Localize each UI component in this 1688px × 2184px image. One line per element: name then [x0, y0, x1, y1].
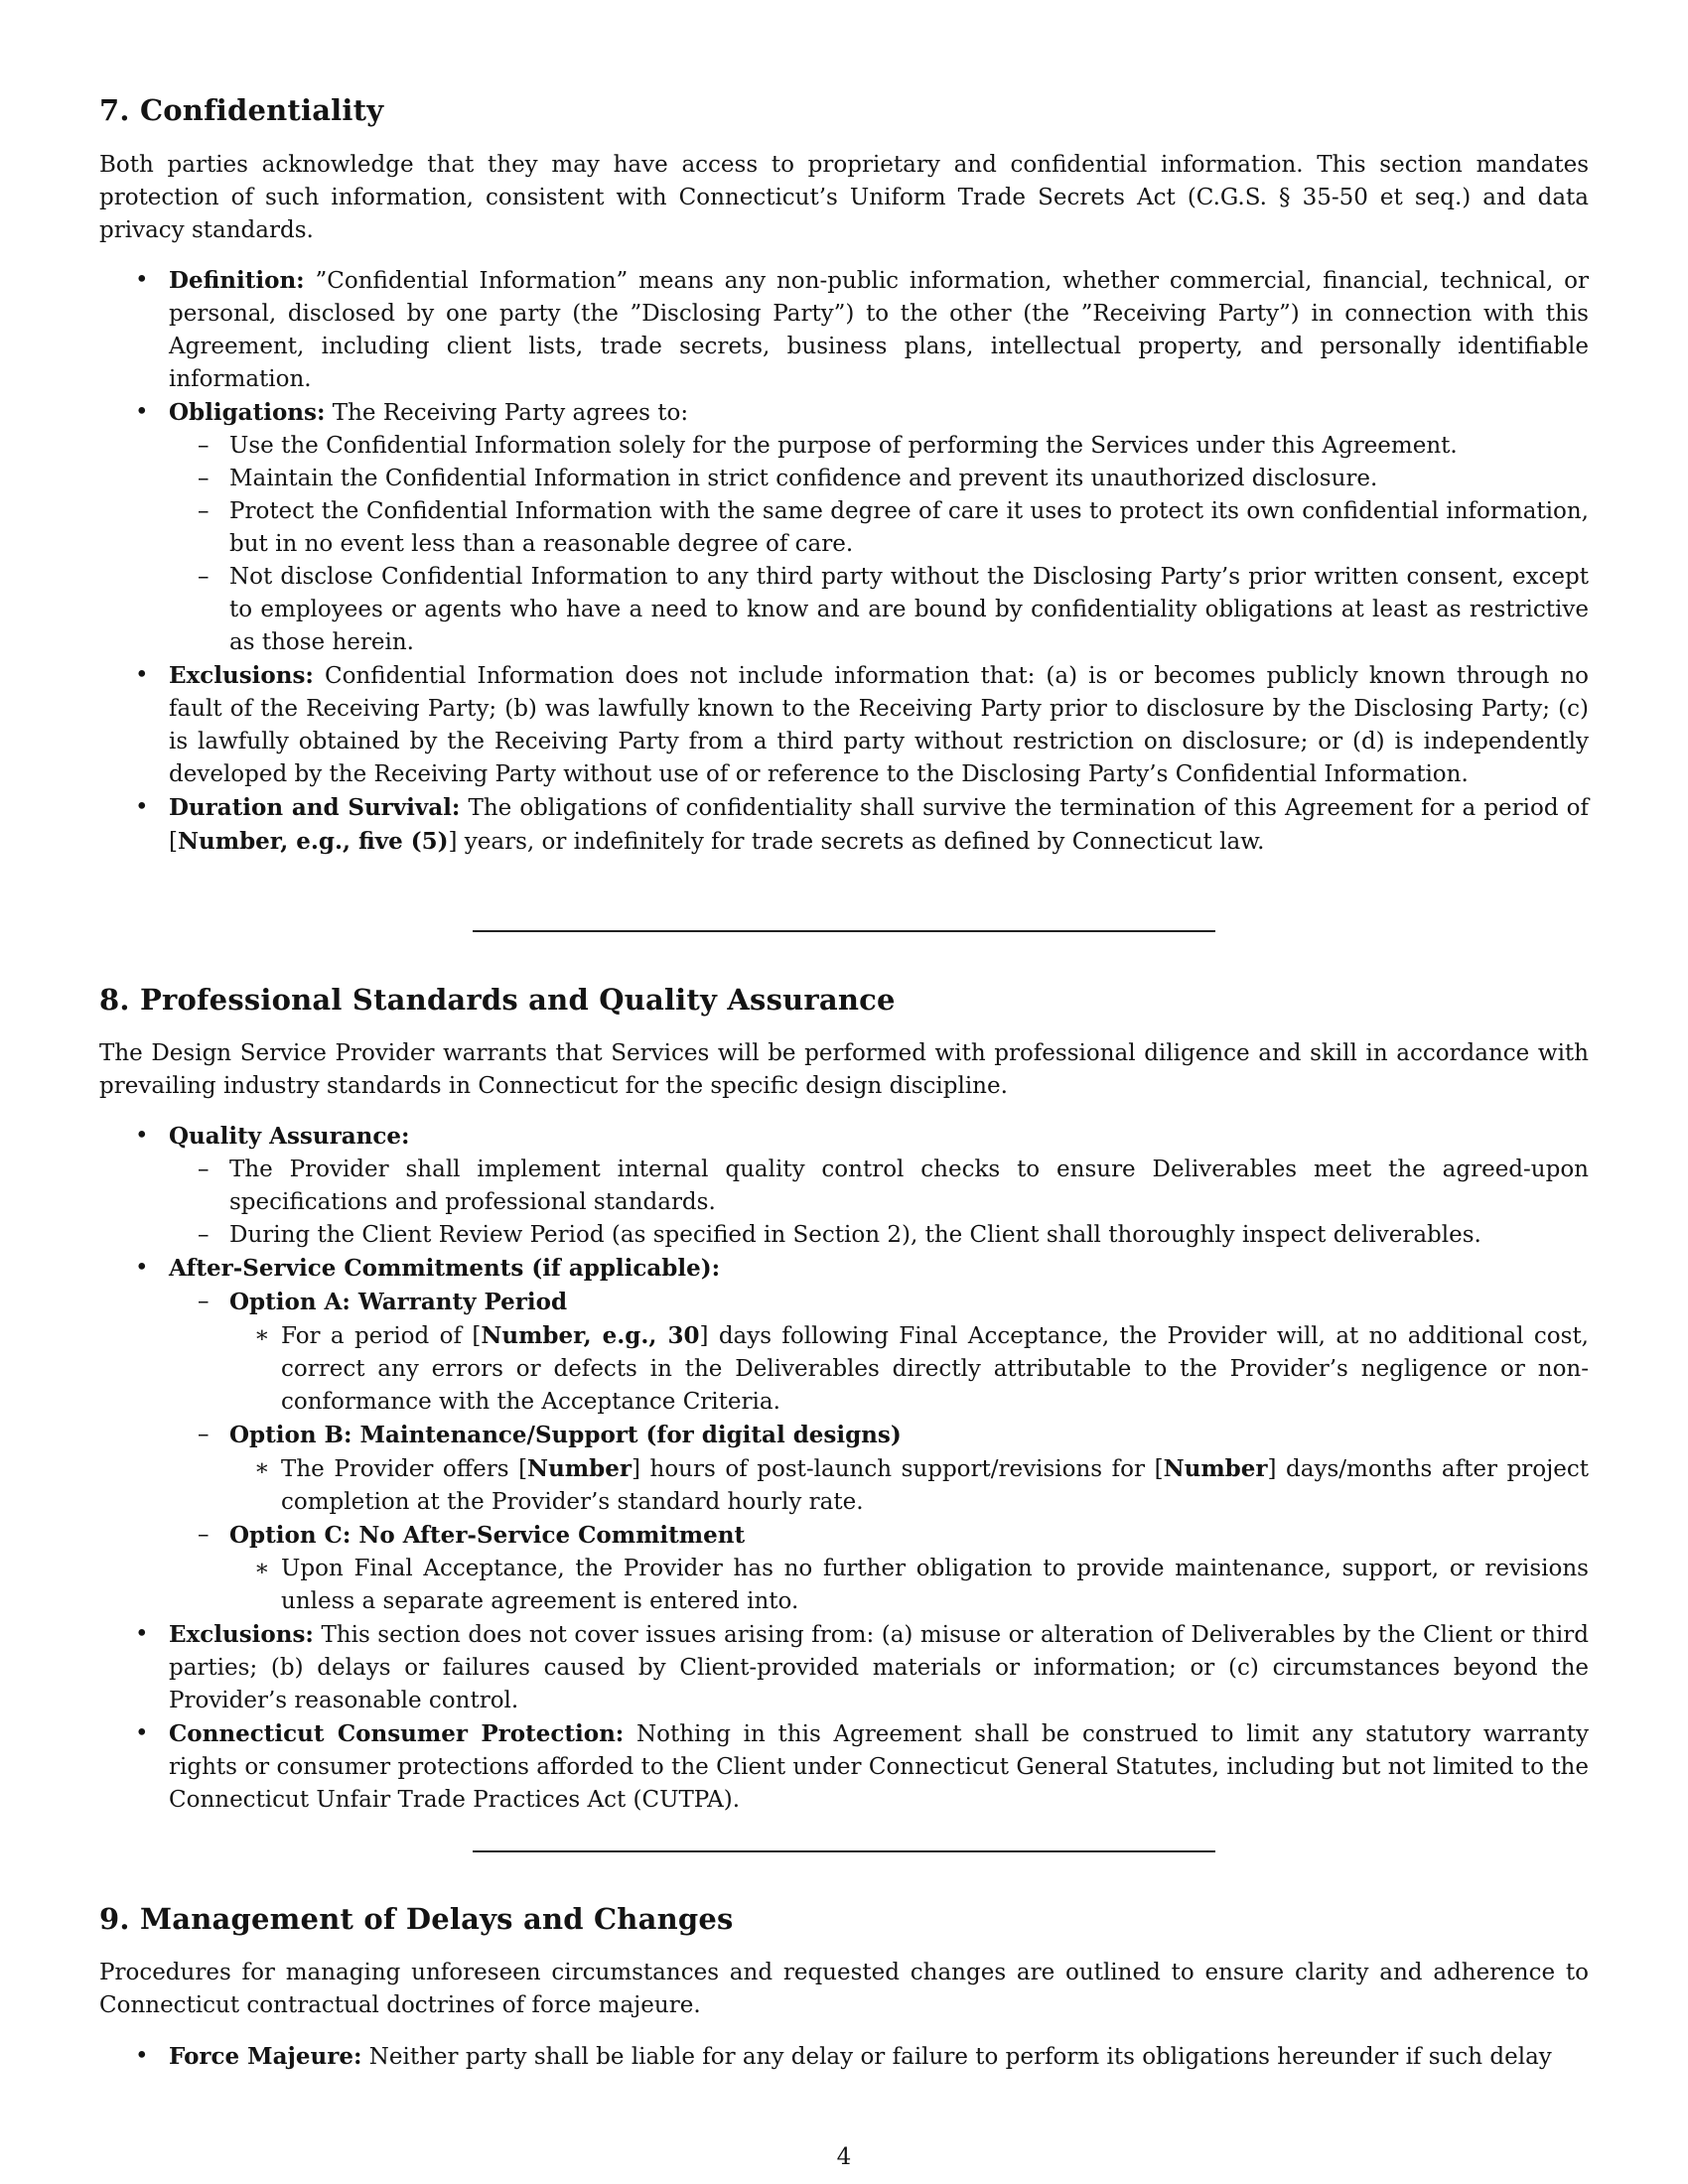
section-7-heading: 7. Confidentiality	[99, 93, 384, 127]
option-a-number-placeholder: Number, e.g., 30	[481, 1322, 700, 1349]
option-a	[169, 1286, 1589, 1419]
section-9-intro: Procedures for managing unforeseen circumstances and requested changes are outlined to ensure clarity and adherence to Connecticut contractual doctrines of force majeure.	[99, 1960, 1589, 2018]
section-8-heading: 8. Professional Standards and Quality Assurance	[99, 983, 896, 1017]
exclusions-label: Exclusions:	[169, 662, 314, 689]
option-b-text-a: The Provider offers [	[281, 1456, 528, 1482]
option-a-text-a: For a period of [	[281, 1323, 482, 1349]
option-b-sublist	[229, 1452, 1589, 1519]
qa-item: – During the Client Review Period (as specified in Section 2), the Client shall thoroughly inspect deliverables.	[169, 1219, 1589, 1252]
option-b	[169, 1419, 1589, 1519]
obligations-label: Obligations:	[169, 399, 326, 426]
definition-label: Definition:	[169, 267, 305, 294]
option-c-text: ∗ Upon Final Acceptance, the Provider has no further obligation to provide maintenance, support, or revisions unless a separate agreement is entered into.	[229, 1553, 1589, 1618]
option-c-sublist	[229, 1553, 1589, 1618]
definition-text: ”Confidential Information” means any non-public information, whether commercial, financial, technical, or personal, disclosed by one party (the ”Disclosing Party”) to the other (the ”Receiving Party”) in connection with this Agreement, including client lists, trade secrets, business plans, intellectual property, and personally identifiable information.	[169, 268, 1589, 392]
section-divider	[473, 1850, 1215, 1852]
option-b-number-placeholder-1: Number	[527, 1455, 632, 1482]
obligation-item: – Maintain the Confidential Information in strict confidence and prevent its unauthorized disclosure.	[169, 463, 1589, 495]
option-b-number-placeholder-2: Number	[1163, 1455, 1268, 1482]
duration-text-a: The obligations of confidentiality shall survive the termination of this Agreement for a period of [	[169, 795, 1590, 855]
option-b-text-c: ] days/months after project completion at the Provider’s standard hourly rate.	[281, 1456, 1589, 1515]
list-item-obligations	[99, 396, 1589, 659]
list-item-consumer-protection	[99, 1717, 1589, 1817]
consumer-protection-label: Connecticut Consumer Protection:	[169, 1720, 625, 1747]
exclusions-8-text: This section does not cover issues arising from: (a) misuse or alteration of Deliverables by the Client or third parties; (b) delays or failures caused by Client-provided materials or information; or (c) circumstances beyond the Provider’s reasonable control.	[169, 1622, 1590, 1713]
option-c-label: Option C: No After-Service Commitment	[229, 1522, 746, 1549]
list-item-quality-assurance	[99, 1120, 1589, 1252]
option-a-text	[229, 1319, 1589, 1419]
option-b-text	[229, 1452, 1589, 1519]
obligation-item: – Not disclose Confidential Information to any third party without the Disclosing Party’s prior written consent, except to employees or agents who have a need to know and are bound by confidentiality obligations at least as restrictive as those herein.	[169, 561, 1589, 659]
list-item-definition	[99, 264, 1589, 396]
section-7-list	[99, 264, 1589, 859]
obligations-text: The Receiving Party agrees to:	[332, 400, 689, 426]
quality-assurance-label: Quality Assurance:	[169, 1123, 410, 1150]
option-a-sublist	[229, 1319, 1589, 1419]
quality-assurance-sublist	[169, 1154, 1589, 1252]
after-service-sublist	[169, 1286, 1589, 1618]
section-7-intro: Both parties acknowledge that they may have access to proprietary and confidential information. This section mandates protection of such information, consistent with Connecticut’s Uniform Trade Secrets Act (C.G.S. § 35-50 et seq.) and data privacy standards.	[99, 152, 1589, 243]
option-b-label: Option B: Maintenance/Support (for digital designs)	[229, 1422, 902, 1448]
section-9-list	[99, 2040, 1589, 2074]
exclusions-8-label: Exclusions:	[169, 1621, 314, 1648]
option-b-text-b: ] hours of post-launch support/revisions for [	[631, 1456, 1164, 1482]
section-8-list	[99, 1120, 1589, 1817]
list-item-exclusions	[99, 659, 1589, 791]
obligations-sublist	[169, 430, 1589, 659]
duration-number-placeholder: Number, e.g., five (5)	[177, 828, 449, 855]
duration-text-b: ] years, or indefinitely for trade secrets as defined by Connecticut law.	[448, 829, 1265, 855]
list-item-after-service	[99, 1252, 1589, 1618]
duration-label: Duration and Survival:	[169, 794, 461, 821]
option-a-label: Option A: Warranty Period	[229, 1289, 568, 1315]
section-8-intro: The Design Service Provider warrants that Services will be performed with professional diligence and skill in accordance with prevailing industry standards in Connecticut for the specific design discipline.	[99, 1040, 1589, 1099]
qa-item: – The Provider shall implement internal quality control checks to ensure Deliverables meet the agreed-upon specifications and professional standards.	[169, 1154, 1589, 1219]
after-service-label: After-Service Commitments (if applicable):	[169, 1255, 721, 1282]
section-9-heading: 9. Management of Delays and Changes	[99, 1902, 734, 1936]
list-item-force-majeure	[99, 2040, 1589, 2074]
option-c	[169, 1519, 1589, 1618]
option-a-text-b: ] days following Final Acceptance, the Provider will, at no additional cost, correct any errors or defects in the Deliverables directly attributable to the Provider’s negligence or non-conformance with the Acceptance Criteria.	[281, 1323, 1589, 1415]
force-majeure-label: Force Majeure:	[169, 2043, 362, 2070]
list-item-exclusions-8	[99, 1618, 1589, 1717]
page-number: 4	[836, 2144, 852, 2170]
force-majeure-text: Neither party shall be liable for any delay or failure to perform its obligations hereunder if such delay	[368, 2044, 1552, 2070]
section-divider	[473, 930, 1215, 932]
obligation-item: – Use the Confidential Information solely for the purpose of performing the Services under this Agreement.	[169, 430, 1589, 463]
list-item-duration	[99, 791, 1589, 859]
exclusions-text: Confidential Information does not include information that: (a) is or becomes publicly known through no fault of the Receiving Party; (b) was lawfully known to the Receiving Party prior to disclosure by the Disclosing Party; (c) is lawfully obtained by the Receiving Party from a third party without restriction on disclosure; or (d) is independently developed by the Receiving Party without use of or reference to the Disclosing Party’s Confidential Information.	[169, 663, 1590, 787]
obligation-item: – Protect the Confidential Information with the same degree of care it uses to protect its own confidential information, but in no event less than a reasonable degree of care.	[169, 495, 1589, 561]
consumer-protection-text: Nothing in this Agreement shall be construed to limit any statutory warranty rights or consumer protections afforded to the Client under Connecticut General Statutes, including but not limited to the Connecticut Unfair Trade Practices Act (CUTPA).	[169, 1721, 1590, 1813]
